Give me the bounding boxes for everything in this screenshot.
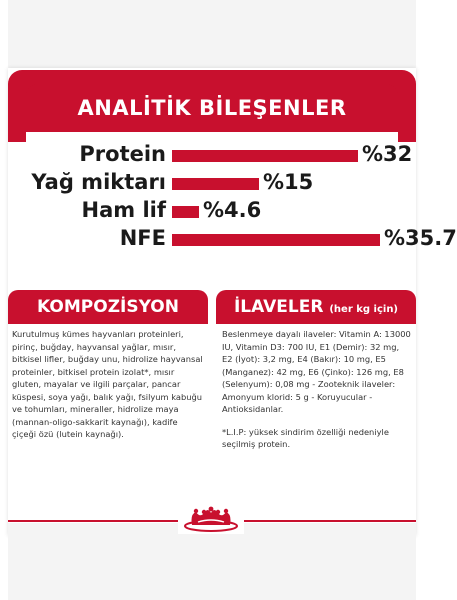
analytic-title: ANALİTİK BİLEŞENLER [77, 96, 347, 120]
row-value: %4.6 [203, 198, 262, 222]
row-bar [172, 206, 199, 218]
analytic-row-protein [26, 140, 413, 168]
additives-text: Beslenmeye dayalı ilaveler: Vitamin A: 13000 IU, Vitamin D3: 700 IU, E1 (Demir): 32 mg, E2 (İyot): 3,2 mg, E4 (Bakır): 10 mg, E5 (Manganez): 42 mg, E6 (Çinko): 126 mg, E8 (Selenyum): 0,08 mg - Zooteknik ilaveler: Amonyum klorid: 5 g - Koruyucular - Antioksidanlar. [222, 329, 411, 414]
analytic-header [26, 84, 398, 132]
row-label: NFE [119, 226, 166, 250]
row-value: %32 [362, 142, 413, 166]
row-value: %15 [263, 170, 314, 194]
row-value: %35.7 [384, 226, 457, 250]
composition-text: Kurutulmuş kümes hayvanları proteinleri, pirinç, buğday, hayvansal yağlar, mısır, bitkisel lifler, buğday unu, hidrolize hayvansal proteinler, bitkisel protein izolat*, mısır gluten, mayalar ve ilgili parçalar, pancar küspesi, soya yağı, balık yağı, fsilyum kabuğu ve tohumları, mineraller, hidrolize maya (mannan-oligo-sakkarit kaynağı), kadife çiçeği özü (lutein kaynağı). [8, 324, 208, 456]
bottom-area [8, 523, 416, 600]
row-label: Protein [79, 142, 166, 166]
additives-header [216, 290, 416, 324]
row-label: Yağ miktarı [31, 170, 166, 194]
additives-title-wrap [234, 297, 398, 317]
additives-title: İLAVELER [233, 297, 324, 317]
row-label: Ham lif [81, 198, 166, 222]
royal-canin-crown-icon [178, 504, 244, 534]
lip-note: *L.I.P: yüksek sindirim özelliği nedeniyle seçilmiş protein. [222, 426, 389, 449]
additives-title-small: (her kg için) [329, 304, 399, 315]
additives-body [216, 324, 416, 456]
analytic-row-fat [26, 168, 398, 196]
composition-title: KOMPOZİSYON [37, 297, 179, 317]
row-bar [172, 234, 380, 246]
composition-header [8, 290, 208, 324]
analytic-table [26, 132, 457, 272]
analytic-row-fiber [26, 196, 398, 224]
analytic-row-nfe [26, 224, 457, 252]
row-bar [172, 150, 358, 162]
row-bar [172, 178, 259, 190]
